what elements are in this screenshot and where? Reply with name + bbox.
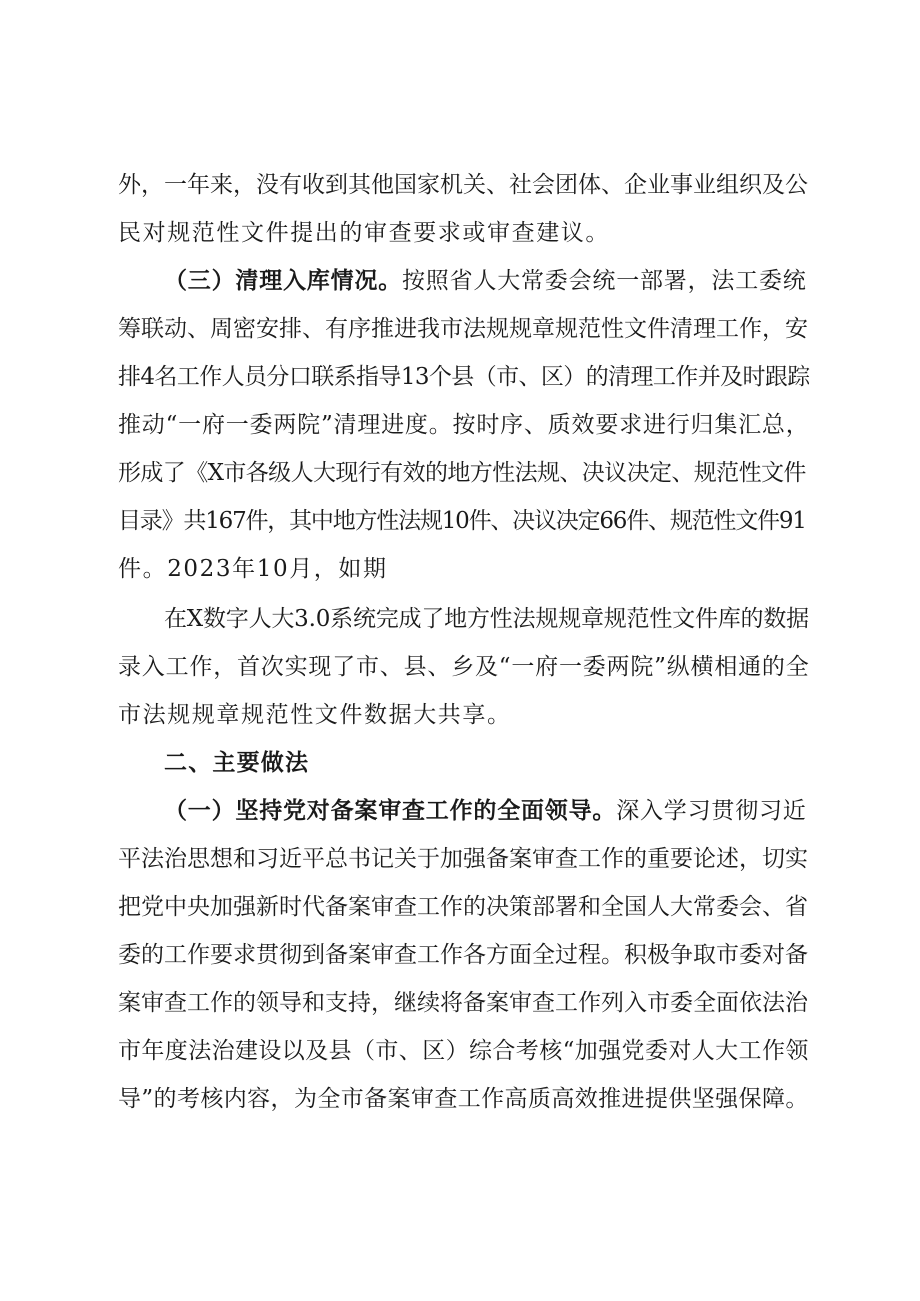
section-heading-2: 二、主要做法	[164, 750, 310, 776]
para2-line-3: 排4名工作人员分口联系指导13个县（市、区）的清理工作并及时跟踪	[118, 364, 810, 390]
para2-line-5: 形成了《X市各级人大现行有效的地方性法规、决议决定、规范性文件	[118, 460, 806, 486]
para4-line-6: 市年度法治建设以及县（市、区）综合考核“加强党委对人大工作领	[118, 1038, 809, 1064]
para2-line-1	[164, 266, 807, 296]
para2-line-6: 目录》共167件，其中地方性法规10件、决议决定66件、规范性文件91	[118, 508, 806, 534]
para1-line-2: 民对规范性文件提出的审查要求或审查建议。	[118, 220, 610, 246]
para2-line-4: 推动“一府一委两院”清理进度。按时序、质效要求进行归集汇总，	[118, 412, 810, 438]
para4-line-4: 委的工作要求贯彻到备案审查工作各方面全过程。积极争取市委对备	[118, 942, 808, 968]
para4-line-1-rest: 深入学习贯彻习近	[616, 798, 807, 824]
para1-line-1: 外，一年来，没有收到其他国家机关、社会团体、企业事业组织及公	[118, 172, 808, 198]
para2-line-7: 件。2023年10月，如期	[118, 556, 388, 582]
section-1-heading: （一）坚持党对备案审查工作的全面领导。	[164, 798, 617, 824]
para4-line-2: 平法治思想和习近平总书记关于加强备案审查工作的重要论述，切实	[118, 846, 808, 872]
para2-line-2: 筹联动、周密安排、有序推进我市法规规章规范性文件清理工作，安	[118, 316, 808, 342]
para3-line-2: 录入工作，首次实现了市、县、乡及“一府一委两院”纵横相通的全	[118, 654, 810, 680]
para4-line-1	[164, 796, 807, 826]
para3-line-1: 在X数字人大3.0系统完成了地方性法规规章规范性文件库的数据	[164, 606, 809, 632]
para2-line-1-rest: 按照省人大常委会统一部署，法工委统	[402, 268, 807, 294]
para4-line-3: 把党中央加强新时代备案审查工作的决策部署和全国人大常委会、省	[118, 894, 808, 920]
para3-line-3: 市法规规章规范性文件数据大共享。	[118, 702, 512, 728]
para4-line-5: 案审查工作的领导和支持，继续将备案审查工作列入市委全面依法治	[118, 990, 808, 1016]
para4-line-7: 导”的考核内容，为全市备案审查工作高质高效推进提供坚强保障。	[118, 1086, 809, 1112]
section-3-heading: （三）清理入库情况。	[164, 268, 402, 294]
